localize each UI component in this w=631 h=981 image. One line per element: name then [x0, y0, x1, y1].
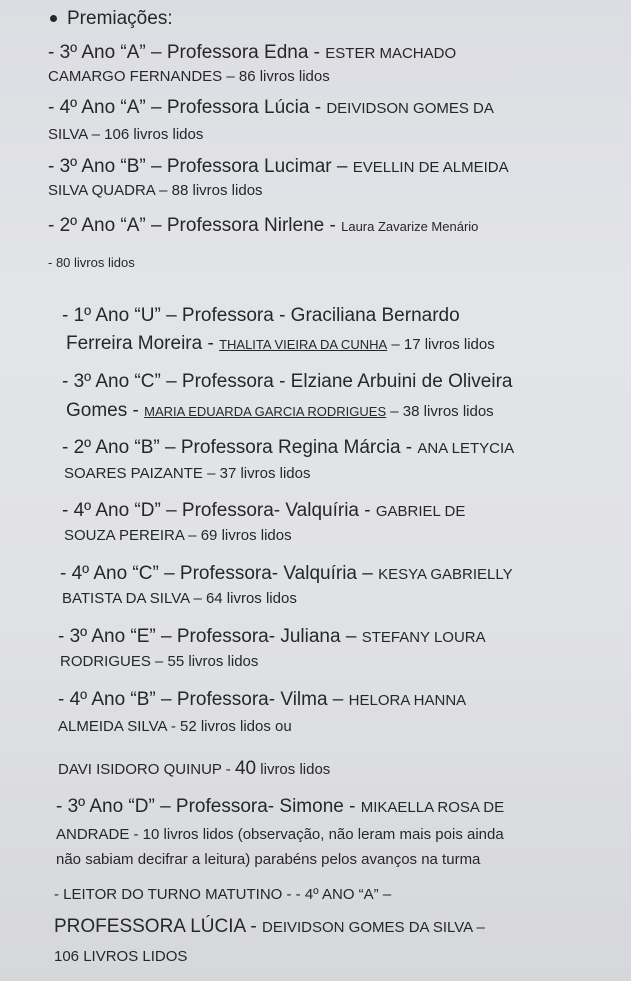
award-entry-line: - 3º Ano “C” – Professora - Elziane Arbuini de Oliveira: [62, 371, 513, 392]
award-entry-line: - 4º Ano “B” – Professora- Vilma – HELORA HANNA: [58, 689, 467, 710]
award-entry-line: ALMEIDA SILVA - 52 livros lidos ou: [58, 718, 292, 735]
leitor-line: 106 LIVROS LIDOS: [54, 948, 188, 965]
award-entry-line: ANDRADE - 10 livros lidos (observação, não leram mais pois ainda: [56, 826, 504, 843]
award-entry-line: - 4º Ano “D” – Professora- Valquíria - GABRIEL DE: [62, 500, 466, 521]
award-entry-line: SILVA – 106 livros lidos: [48, 126, 204, 143]
award-entry-line: CAMARGO FERNANDES – 86 livros lidos: [48, 68, 330, 85]
award-entry-line: DAVI ISIDORO QUINUP - 40 livros lidos: [58, 758, 331, 779]
award-entry-line: - 3º Ano “B” – Professora Lucimar – EVELLIN DE ALMEIDA: [48, 156, 509, 177]
award-entry-line: SILVA QUADRA – 88 livros lidos: [48, 182, 263, 199]
leitor-line: - LEITOR DO TURNO MATUTINO - - 4º ANO “A” –: [54, 886, 392, 903]
award-entry-line: SOARES PAIZANTE – 37 livros lidos: [64, 465, 311, 482]
award-entry-line: SOUZA PEREIRA – 69 livros lidos: [64, 527, 292, 544]
award-entry-line: - 80 livros lidos: [48, 255, 135, 270]
award-entry-line: Gomes - MARIA EDUARDA GARCIA RODRIGUES – 38 livros lidos: [66, 400, 494, 421]
award-entry-line: - 2º Ano “A” – Professora Nirlene - Laura Zavarize Menário: [48, 215, 479, 236]
award-entry-line: - 3º Ano “E” – Professora- Juliana – STEFANY LOURA: [58, 626, 486, 647]
award-entry-line: - 1º Ano “U” – Professora - Graciliana Bernardo: [62, 305, 460, 326]
award-entry-line: não sabiam decifrar a leitura) parabéns pelos avanços na turma: [56, 851, 481, 868]
award-entry-line: - 3º Ano “D” – Professora- Simone - MIKAELLA ROSA DE: [56, 796, 505, 817]
award-entry-line: - 2º Ano “B” – Professora Regina Márcia - ANA LETYCIA: [62, 437, 515, 458]
award-entry-line: RODRIGUES – 55 livros lidos: [60, 653, 259, 670]
section-heading: Premiações:: [50, 8, 173, 30]
bullet-icon: [50, 15, 57, 22]
award-entry-line: - 3º Ano “A” – Professora Edna - ESTER MACHADO: [48, 42, 457, 63]
award-entry-line: - 4º Ano “A” – Professora Lúcia - DEIVIDSON GOMES DA: [48, 97, 494, 118]
award-entry-line: BATISTA DA SILVA – 64 livros lidos: [62, 590, 297, 607]
award-entry-line: Ferreira Moreira - THALITA VIEIRA DA CUNHA – 17 livros lidos: [66, 333, 495, 354]
award-entry-line: - 4º Ano “C” – Professora- Valquíria – KESYA GABRIELLY: [60, 563, 513, 584]
leitor-line: PROFESSORA LÚCIA - DEIVIDSON GOMES DA SILVA –: [54, 916, 485, 937]
